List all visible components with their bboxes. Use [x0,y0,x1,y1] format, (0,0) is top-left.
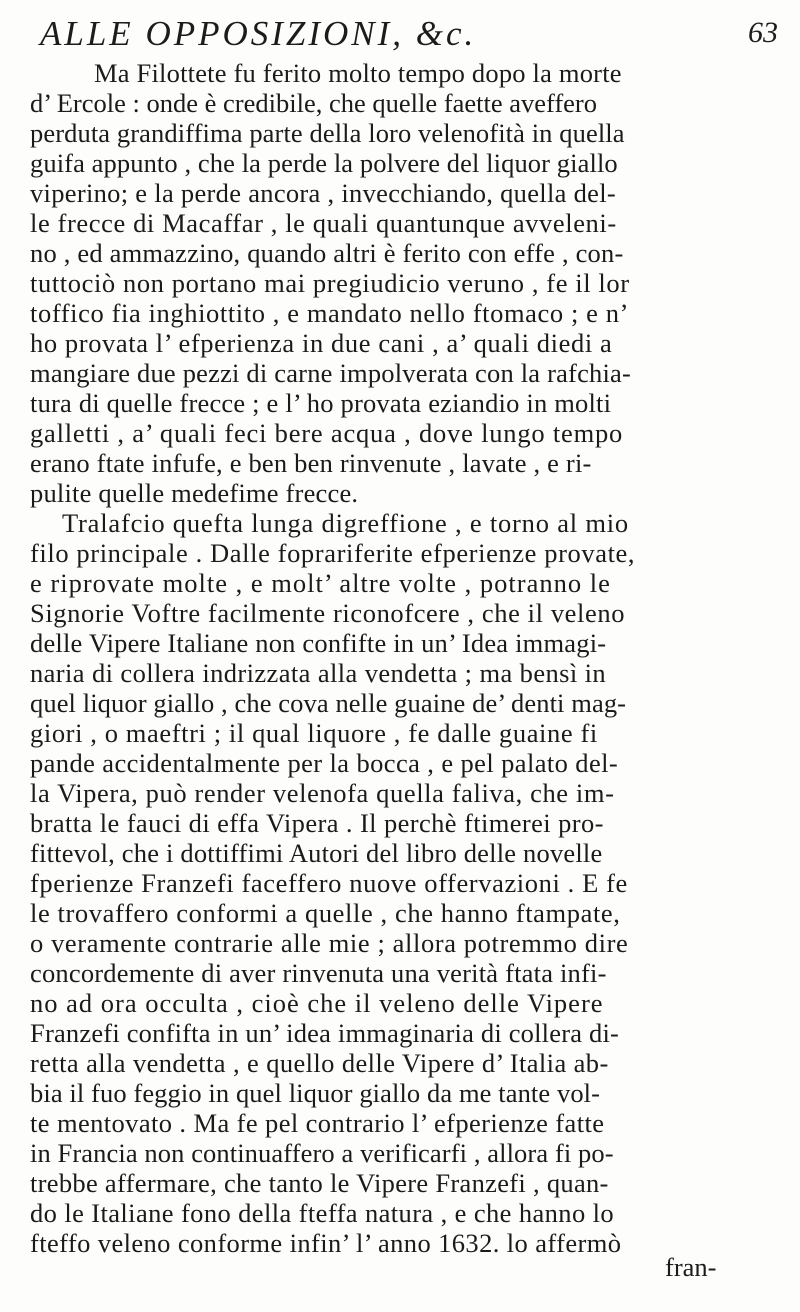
text-line: no , ed ammazzino, quando altri è ferito con effe , con- [30,238,624,268]
text-line: la Vipera, può render velenofa quella faliva, che im- [30,778,615,808]
text-line: trebbe affermare, che tanto le Vipere Franzefi , quan- [30,1168,609,1198]
page-number: 63 [748,16,778,49]
text-line: pulite quelle medefime frecce. [30,478,359,508]
text-line: filo principale . Dalle foprariferite efperienze provate, [30,538,636,568]
text-line: tuttociò non portano mai pregiudicio veruno , fe il lor [30,268,630,298]
text-line: delle Vipere Italiane non confifte in un’ Idea immagi- [30,628,607,658]
text-line: bia il fuo feggio in quel liquor giallo da me tante vol- [30,1078,601,1108]
text-line: no ad ora occulta , cioè che il veleno delle Vipere [30,988,604,1018]
text-line: galletti , a’ quali feci bere acqua , dove lungo tempo [30,418,624,448]
running-title: ALLE OPPOSIZIONI, &c. [40,14,477,53]
text-line: in Francia non continuaffero a verificarfi , allora fi po- [30,1138,614,1168]
text-line: bratta le fauci di effa Vipera . Il perchè ftimerei pro- [30,808,604,838]
text-line: mangiare due pezzi di carne impolverata con la rafchia- [30,358,632,388]
text-line: te mentovato . Ma fe pel contrario l’ efperienze fatte [30,1108,605,1138]
text-line: giori , o maeftri ; il qual liquore , fe dalle guaine fi [30,718,598,748]
text-line: Signorie Voftre facilmente riconofcere , che il veleno [30,598,626,628]
running-head [40,14,780,54]
text-line: retta alla vendetta , e quello delle Vipere d’ Italia ab- [30,1048,609,1078]
text-line: perduta grandiffima parte della loro velenofità in quella [30,118,625,148]
text-line: Ma Filottete fu ferito molto tempo dopo la morte [94,58,622,88]
text-line: ho provata l’ efperienza in due cani , a’ quali diedi a [30,328,613,358]
text-line: d’ Ercole : onde è credibile, che quelle faette aveffero [30,88,597,118]
text-line: Tralafcio quefta lunga digreffione , e torno al mio [62,508,629,538]
text-line: quel liquor giallo , che cova nelle guaine de’ denti mag- [30,688,627,718]
text-line: fperienze Franzefi faceffero nuove offervazioni . E fe [30,868,628,898]
text-line: le frecce di Macaffar , le quali quantunque avveleni- [30,208,617,238]
text-line: le trovaffero conformi a quelle , che hanno ftampate, [30,898,621,928]
text-line: Franzefi confifta in un’ idea immaginaria di collera di- [30,1018,620,1048]
text-line: tura di quelle frecce ; e l’ ho provata eziandio in molti [30,388,612,418]
text-line: do le Italiane fono della fteffa natura , e che hanno lo [30,1198,615,1228]
text-line: viperino; e la perde ancora , invecchiando, quella del- [30,178,616,208]
text-line: toffico fia inghiottito , e mandato nello ftomaco ; e n’ [30,298,630,328]
text-line: pande accidentalmente per la bocca , e pel palato del- [30,748,619,778]
text-line: e riprovate molte , e molt’ altre volte , potranno le [30,568,611,598]
catchword: fran- [665,1252,717,1282]
text-line: fittevol, che i dottiffimi Autori del libro delle novelle [30,838,603,868]
text-line: naria di collera indrizzata alla vendetta ; ma bensì in [30,658,607,688]
text-line: guifa appunto , che la perde la polvere del liquor giallo [30,148,618,178]
text-line: fteffo veleno conforme infin’ l’ anno 1632. lo affermò [30,1228,622,1258]
text-line: erano ftate infufe, e ben ben rinvenute , lavate , e ri- [30,448,592,478]
text-line: concordemente di aver rinvenuta una verità ftata infi- [30,958,607,988]
text-line: o veramente contrarie alle mie ; allora potremmo dire [30,928,629,958]
